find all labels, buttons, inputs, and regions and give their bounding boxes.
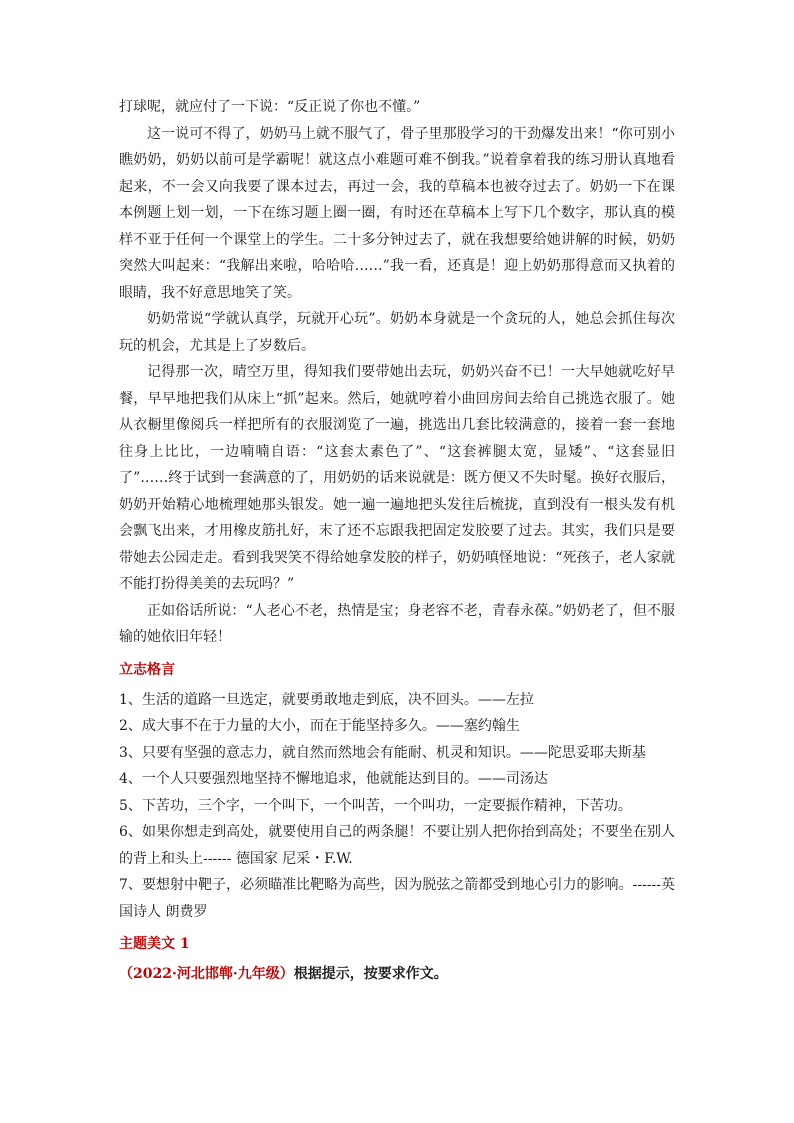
quote-item: 3、只要有坚强的意志力，就自然而然地会有能耐、机灵和知识。——陀思妥耶夫斯基 (119, 744, 646, 761)
quotes-heading: 立志格言 (119, 661, 175, 678)
source-tag: （2022·河北邯郸·九年级） (119, 966, 294, 982)
document-page (119, 94, 675, 987)
essay-body (119, 94, 675, 651)
quote-item: 2、成大事不在于力量的大小，而在于能坚持多久。——塞约翰生 (119, 718, 520, 734)
essay-paragraph: 记得那一次，晴空万里，得知我们要带她出去玩，奶奶兴奋不已！一大早她就吃好早餐，早早地把我们从床上“抓”起来。然后，她就哼着小曲回房间去给自己挑选衣服了。她从衣橱里像阅兵一样把所有的衣服浏览了一遍，挑选出几套比较满意的，接着一套一套地往身上比比，一边喃喃自语：“这套太素色了”、“这套裤腿太宽，显矮”、“这套显旧了”……终于试到一套满意的了，用奶奶的话来说就是：既方便又不失时髦。换好衣服后，奶奶开始精心地梳理她那头银发。她一遍一遍地把头发往后梳拢，直到没有一根头发有机会飘飞出来，才用橡皮筋扎好，末了还不忘跟我把固定发胶要了过去。其实，我们只是要带她去公园走走。看到我哭笑不得给她拿发胶的样子，奶奶嗔怪地说：“死孩子，老人家就不能打扮得美美的去玩吗？” (119, 364, 675, 592)
assignment-instruction: 根据提示，按要求作文。 (293, 966, 448, 982)
quote-item: 5、下苦功，三个字，一个叫下，一个叫苦，一个叫功，一定要振作精神，下苦功。 (119, 797, 632, 814)
essay-paragraph: 这一说可不得了，奶奶马上就不服气了，骨子里那股学习的干劲爆发出来！“你可别小瞧奶奶，奶奶以前可是学霸呢！就这点小难题可难不倒我。”说着拿着我的练习册认真地看起来，不一会又向我要了课本过去，再过一会，我的草稿本也被夺过去了。奶奶一下在课本例题上划一划，一下在练习题上圈一圈，有时还在草稿本上写下几个数字，那认真的模样不亚于任何一个课堂上的学生。二十多分钟过去了，就在我想要给她讲解的时候，奶奶突然大叫起来：“我解出来啦，哈哈哈……”我一看，还真是！迎上奶奶那得意而又执着的眼睛，我不好意思地笑了笑。 (119, 125, 675, 301)
quotes-list (119, 687, 675, 926)
quote-item: 6、如果你想走到高处，就要使用自己的两条腿！不要让别人把你抬到高处；不要坐在别人的背上和头上------ 德国家 尼采・F.W. (119, 824, 675, 867)
essay-paragraph: 打球呢，就应付了一下说：“反正说了你也不懂。” (119, 99, 421, 115)
essay-paragraph: 正如俗话所说：“人老心不老，热情是宝；身老容不老，青春永葆。”奶奶老了，但不服输的她依旧年轻！ (119, 602, 675, 645)
quote-item: 7、要想射中靶子，必须瞄准比靶略为高些，因为脱弦之箭都受到地心引力的影响。------英国诗人 朗费罗 (119, 877, 675, 920)
assignment-line (119, 961, 675, 987)
theme-essay-heading: 主题美文 1 (119, 936, 190, 952)
essay-paragraph: 奶奶常说“学就认真学，玩就开心玩”。奶奶本身就是一个贪玩的人，她总会抓住每次玩的机会，尤其是上了岁数后。 (119, 311, 675, 354)
quote-item: 4、一个人只要强烈地坚持不懈地追求，他就能达到目的。——司汤达 (119, 771, 548, 787)
quote-item: 1、生活的道路一旦选定，就要勇敢地走到底，决不回头。——左拉 (119, 691, 534, 708)
